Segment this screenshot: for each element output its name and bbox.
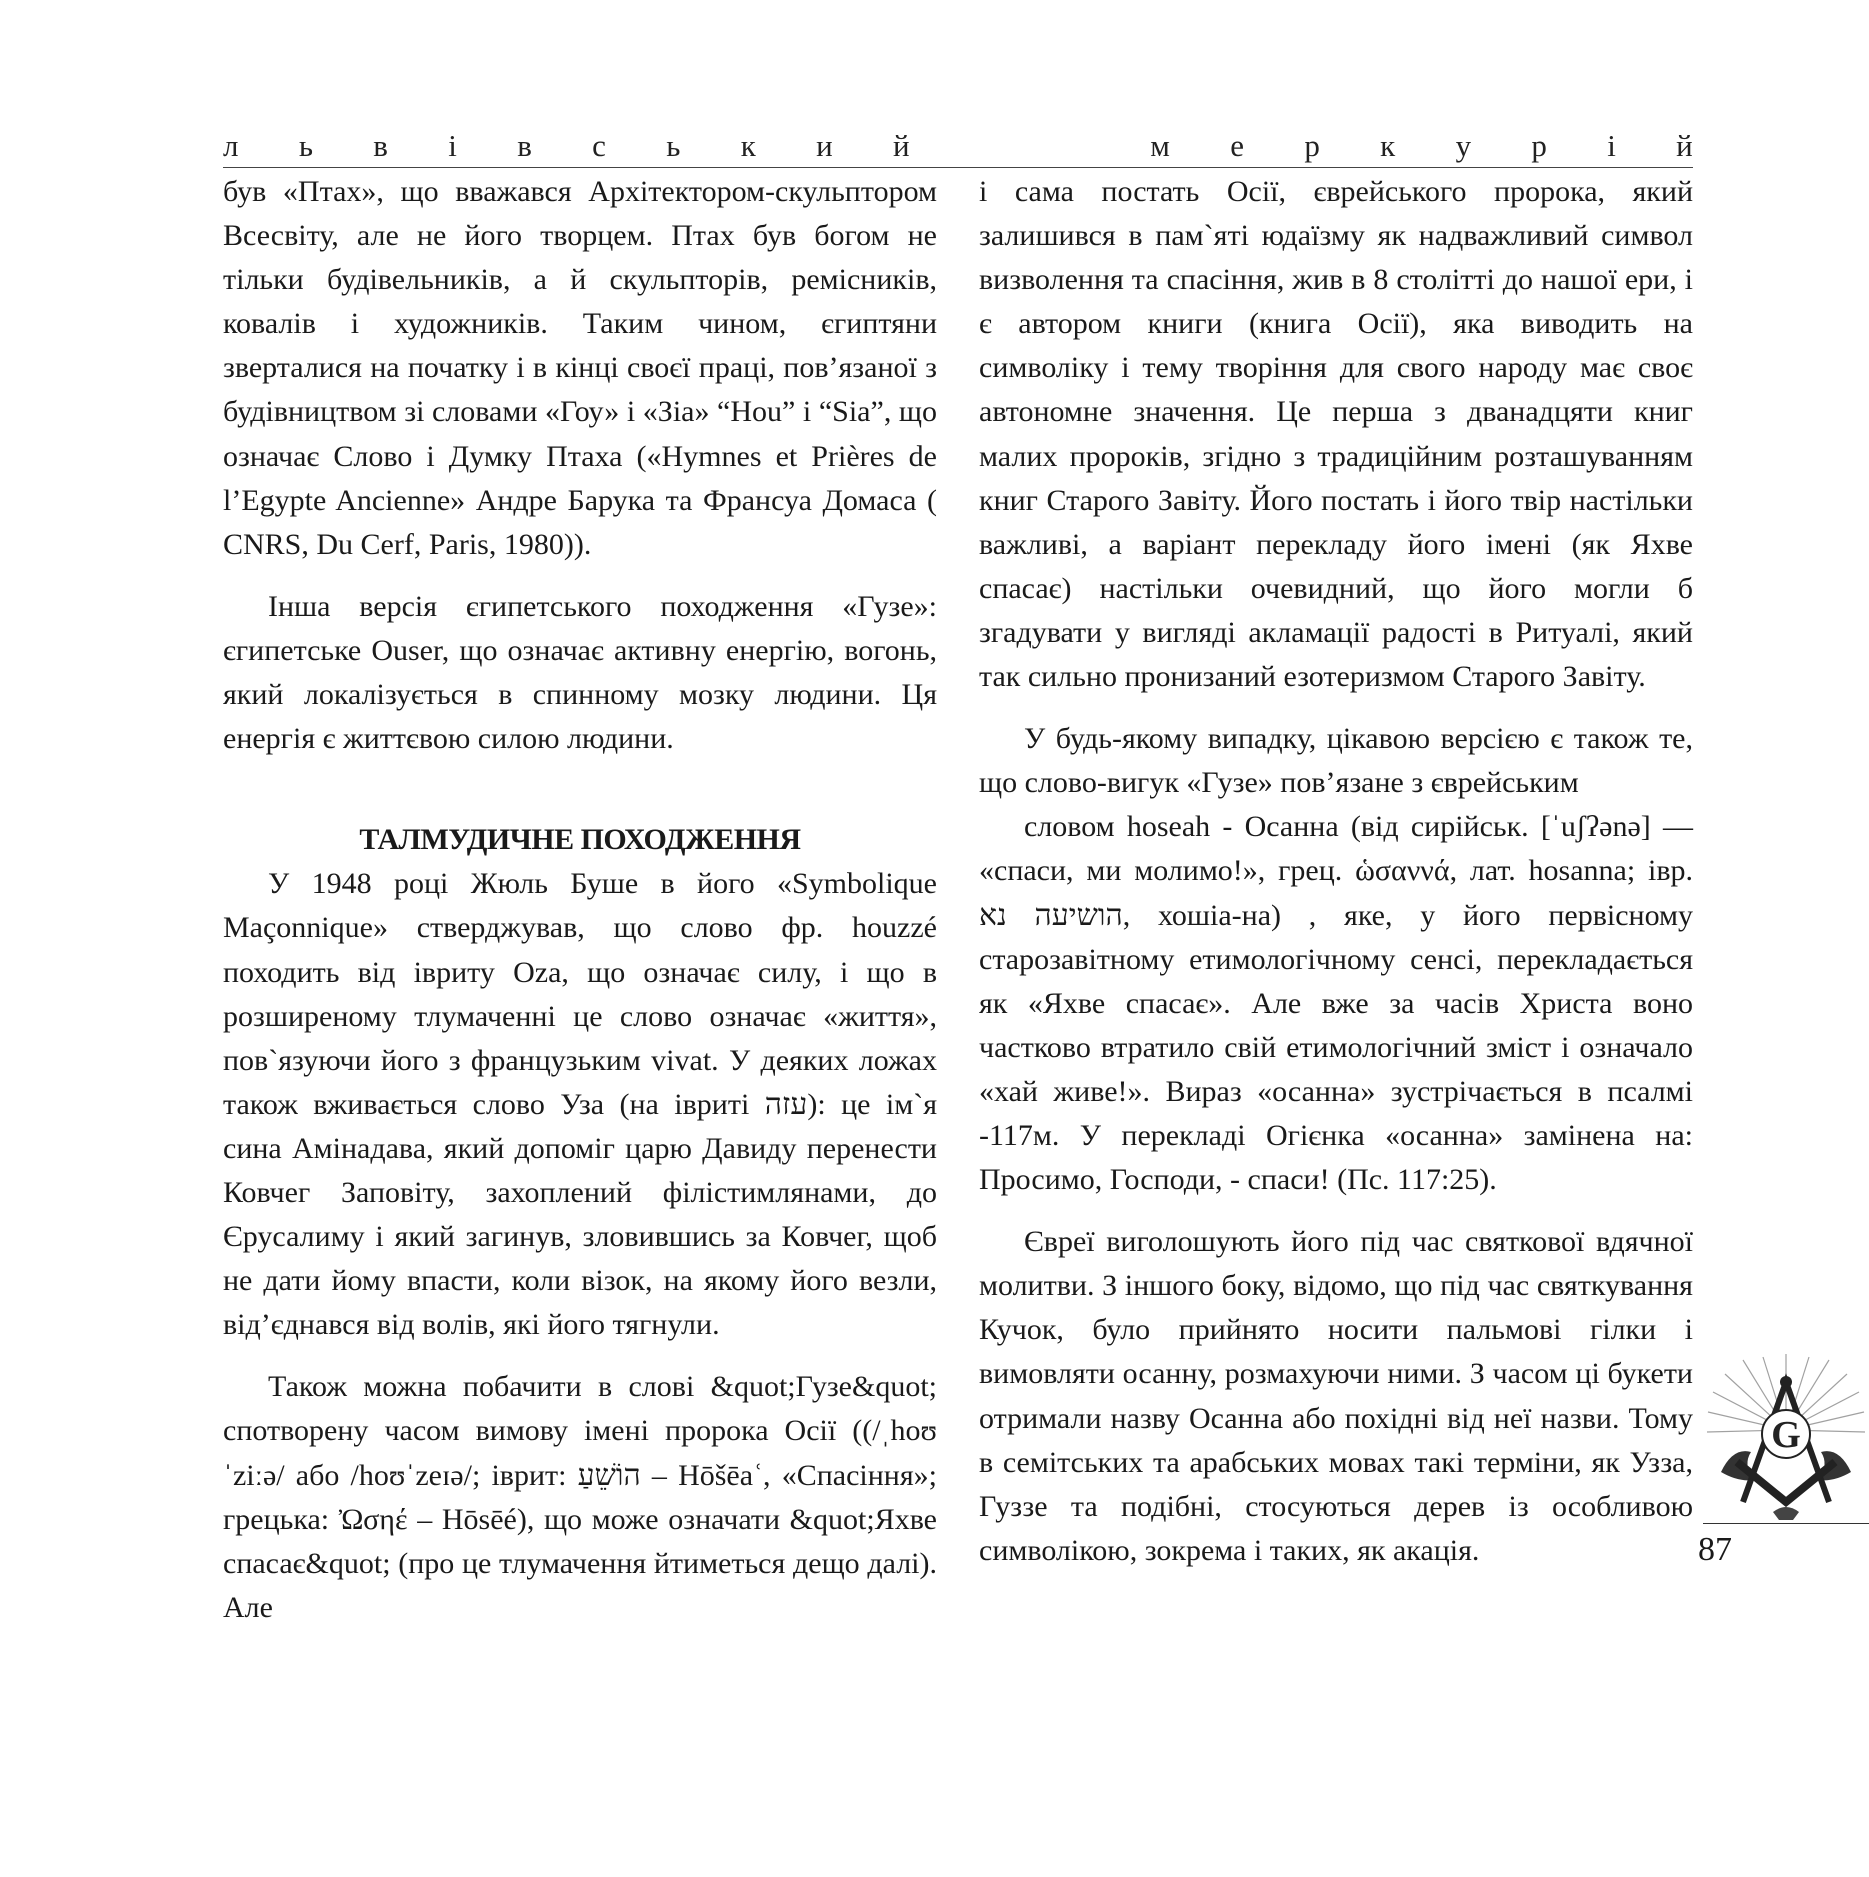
running-head-letter: й [1676,128,1693,163]
left-column [223,170,937,1630]
paragraph: У 1948 році Жюль Буше в його «Symbolique Maçonnique» стверджував, що слово фр. houzzé походить від івриту Oza, що означає силу, і що в розширеному тлумаченні це слово означає «життя», пов`язуючи його з французьким vivat. У деяких ложах також вживається слово Уза (на івриті עזה): це ім`я сина Амінадава, який допоміг царю Давиду перенести Ковчег Заповіту, захоплений філістимлянами, до Єрусалиму і який загинув, зловившись за Ковчег, щоб не дати йому впасти, коли візок, на якому його везли, від’єднався від волів, які його тягнули. [223,867,937,1342]
running-head-letter: м [1150,128,1170,163]
header-rule [223,167,1693,168]
running-head-letter: и [816,128,833,163]
right-column [979,170,1693,1573]
running-head-letter: й [893,128,910,163]
running-head-letter: і [1607,128,1616,163]
emblem-rule [1703,1523,1869,1524]
running-head-letter: р [1304,128,1320,163]
paragraph: був «Птах», що вважався Архітектором-скульптором Всесвіту, але не його творцем. Птах був богом не тільки будівельників, а й скульпторів, ремісників, ковалів і художників. Таким чином, єгиптяни зверталися на початку і в кінці своєї праці, пов’язаної з будівництвом зі словами «Гоу» і «Зіа» “Hou” і “Sia”, що означає Слово і Думку Птаха («Hymnes et Prières de l’Egypte Ancienne» Андре Барука та Франсуа Домаса ( CNRS, Du Cerf, Paris, 1980)). [223,175,937,561]
running-head-letter: ь [298,128,313,163]
paragraph: словом hoseah - Осанна (від сирійськ. [ˈuʃʔənə] — «спаси, ми молимо!», грец. ὡσαννά, лат. hosanna; івр. הושיעה נא, хошіа-на) , яке, у його первісному старозавітному етимологічному сенсі, перекладається як «Яхве спасає». Але вже за часів Христа воно частково втратило свій етимологічний зміст і означало «хай живе!». Вираз «осанна» зустрічається в псалмі -117м. У перекладі Огієнка «осанна» замінена на: Просимо, Господи, - спаси! (Пс. 117:25). [979,810,1694,1197]
running-head-letter: е [1230,128,1245,163]
running-head-letter: в [517,128,532,163]
paragraph: і сама постать Осії, єврейського пророка, який залишився в пам`яті юдаїзму як надважливий символ визволення та спасіння, жив в 8 столітті до нашої ери, і є автором книги (книга Осії), яка виводить на символіку і тему творіння для свого народу має своє автономне значення. Це перша з дванадцяти книг малих пророків, згідно з традиційним розташуванням книг Старого Завіту. Його постать і його твір настільки важливі, а варіант перекладу його імені (як Яхве спасає) настільки очевидний, що його могли б згадувати у вигляді акламації радості в Ритуалі, який так сильно пронизаний езотеризмом Старого Завіту. [979,175,1693,694]
running-head [223,128,1693,164]
masonic-emblem-icon [1703,1352,1869,1522]
page-number: 87 [1698,1531,1732,1568]
running-head-letter: к [740,128,756,163]
paragraph: Євреї виголошують його під час святкової вдячної молитви. З іншого боку, відомо, що під час святкування Кучок, було прийнято носити пальмові гілки і вимовляти осанну, розмахуючи ними. З часом ці букети отримали назву Осанна або похідні від неї назви. Тому в семітських та арабських мовах такі терміни, як Узза, Гуззе та подібні, стосуються дерев із особливою символікою, зокрема і таких, як акація. [979,1225,1693,1567]
running-head-letter: с [592,128,606,163]
running-head-letter: ь [666,128,681,163]
running-head-letter: к [1380,128,1396,163]
running-head-letter: л [223,128,239,163]
running-head-letter: і [448,128,457,163]
running-head-letter: в [373,128,388,163]
emblem-letter: G [1771,1414,1801,1456]
paragraph: У будь-якому випадку, цікавою версією є також те, що слово-вигук «Гузе» пов’язане з єврейським [979,722,1693,800]
running-head-letter: р [1531,128,1547,163]
section-heading: ТАЛМУДИЧНЕ ПОХОДЖЕННЯ [359,823,801,857]
running-head-letter: у [1455,128,1472,163]
paragraph: Інша версія єгипетського походження «Гузе»: єгипетське Ouser, що означає активну енергію, вогонь, який локалізується в спинному мозку людини. Ця енергія є життєвою силою людини. [223,589,937,756]
paragraph: Також можна побачити в слові &quot;Гузе&quot; спотворену часом вимову імені пророка Осії ((/ˌhoʊˈziːə/ або /hoʊˈzeɪə/; іврит: הוֹשֵׁעַ – Hōšēaʿ, «Спасіння»; грецька: Ὠσηέ – Hōsēé), що може означати &quot;Яхве спасає&quot; (про це тлумачення йтиметься дещо далі). Але [223,1370,937,1624]
